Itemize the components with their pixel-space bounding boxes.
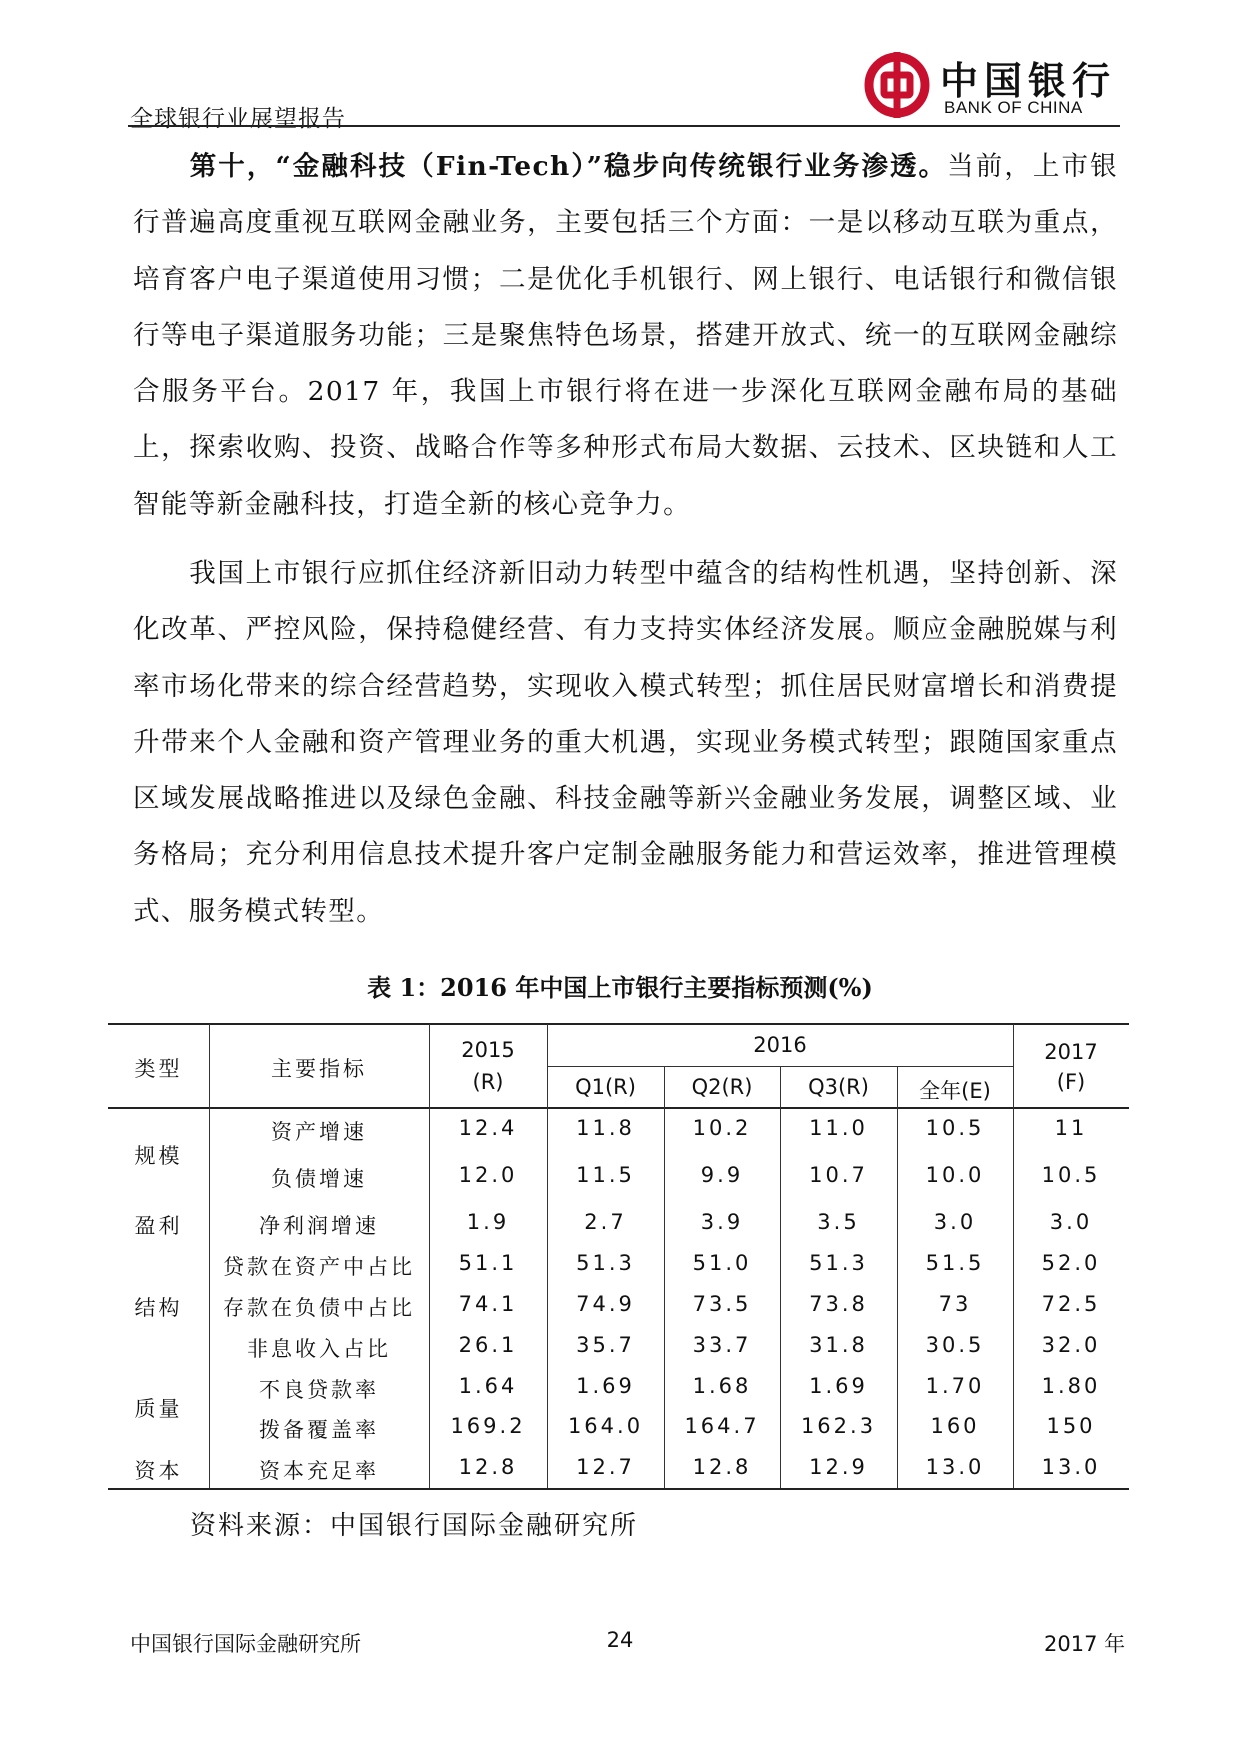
group-label-profit: 盈利 (134, 1214, 183, 1238)
row-value-q3: 162.3 (800, 1414, 877, 1438)
group-label-capital: 资本 (134, 1459, 183, 1483)
row-value-q3: 12.9 (809, 1455, 868, 1479)
row-value-q2: 9.9 (700, 1163, 744, 1187)
row-value-q1: 11.8 (576, 1116, 635, 1140)
paragraph-strategy-text: 我国上市银行应抓住经济新旧动力转型中蕴含的结构性机遇，坚持创新、深化改革、严控风险，保持稳健经营、有力支持实体经济发展。顺应金融脱媒与利率市场化带来的综合经营趋势，实现收入模式转型；抓住居民财富增长和消费提升带来个人金融和资产管理业务的重大机遇，实现业务模式转型；跟随国家重点区域发展战略推进以及绿色金融、科技金融等新兴金融业务发展，调整区域、业务格局；充分利用信息技术提升客户定制金融服务能力和营运效率，推进管理模式、服务模式转型。 (133, 558, 1118, 927)
row-value-q3: 10.7 (809, 1163, 868, 1187)
footer-organization: 中国银行国际金融研究所 (130, 1632, 361, 1656)
group-label-structure: 结构 (134, 1296, 183, 1320)
row-value-q2: 51.0 (692, 1251, 752, 1275)
row-value-q3: 31.8 (809, 1333, 868, 1357)
row-value-q1: 164.0 (567, 1414, 644, 1438)
row-value-2015: 12.8 (458, 1455, 518, 1479)
table-caption: 表 1：2016 年中国上市银行主要指标预测(%) (367, 973, 873, 1002)
row-value-2017: 72.5 (1041, 1292, 1101, 1316)
row-value-q2: 12.8 (692, 1455, 752, 1479)
header-q2: Q2(R) (691, 1075, 753, 1099)
header-q1: Q1(R) (575, 1075, 636, 1099)
row-value-2017: 52.0 (1041, 1251, 1101, 1275)
row-value-2017: 3.0 (1049, 1210, 1093, 1234)
logo-chinese-name: 中国银行 (940, 58, 1117, 103)
row-value-q1: 2.7 (584, 1210, 627, 1234)
bank-of-china-emblem-icon (864, 52, 930, 118)
row-value-2015: 74.1 (458, 1292, 518, 1316)
logo-english-name: BANK OF CHINA (944, 98, 1083, 117)
row-value-full-year: 51.5 (925, 1251, 985, 1275)
table-header-bottom-rule (108, 1107, 1129, 1109)
row-indicator: 负债增速 (271, 1167, 367, 1191)
table-top-rule (108, 1023, 1129, 1025)
paragraph-fintech-text: 当前，上市银行普遍高度重视互联网金融业务，主要包括三个方面：一是以移动互联为重点，培育客户电子渠道使用习惯；二是优化手机银行、网上银行、电话银行和微信银行等电子渠道服务功能；三是聚焦特色场景，搭建开放式、统一的互联网金融综合服务平台。2017 年，我国上市银行将在进一步深化互联网金融布局的基础上，探索收购、投资、战略合作等多种形式布局大数据、云技术、区块链和人工智能等新金融科技，打造全新的核心竞争力。 (133, 151, 1118, 520)
row-value-q2: 1.68 (692, 1374, 752, 1398)
row-value-2015: 51.1 (458, 1251, 518, 1275)
row-value-q3: 11.0 (809, 1116, 868, 1140)
row-indicator: 资产增速 (271, 1120, 367, 1144)
header-divider (128, 125, 1120, 127)
row-value-q1: 1.69 (576, 1374, 635, 1398)
row-value-2015: 169.2 (450, 1414, 526, 1438)
header-2017: 2017 (1044, 1040, 1098, 1064)
row-indicator: 存款在负债中占比 (223, 1296, 415, 1320)
group-label-scale: 规模 (134, 1144, 183, 1168)
row-value-2017: 32.0 (1041, 1333, 1101, 1357)
header-2016: 2016 (753, 1033, 807, 1057)
row-indicator: 净利润增速 (259, 1214, 379, 1238)
row-value-2015: 12.4 (458, 1116, 518, 1140)
row-indicator: 非息收入占比 (247, 1337, 391, 1361)
row-value-q2: 164.7 (684, 1414, 760, 1438)
table-source-note: 资料来源：中国银行国际金融研究所 (190, 1511, 639, 1541)
row-value-q1: 74.9 (576, 1292, 635, 1316)
row-value-full-year: 73 (938, 1292, 972, 1316)
row-value-full-year: 30.5 (925, 1333, 985, 1357)
row-value-q1: 11.5 (576, 1163, 635, 1187)
group-label-quality: 质量 (134, 1397, 183, 1421)
header-type: 类型 (134, 1057, 183, 1081)
row-value-q1: 51.3 (576, 1251, 635, 1275)
row-value-q3: 1.69 (809, 1374, 868, 1398)
row-value-q1: 12.7 (576, 1455, 635, 1479)
row-value-full-year: 3.0 (933, 1210, 977, 1234)
row-value-2017: 150 (1046, 1414, 1096, 1438)
header-2017-sub: (F) (1056, 1070, 1086, 1094)
row-value-full-year: 13.0 (925, 1455, 985, 1479)
row-indicator: 不良贷款率 (259, 1378, 379, 1402)
row-value-q2: 3.9 (700, 1210, 744, 1234)
row-value-2015: 1.9 (466, 1210, 510, 1234)
row-value-q2: 73.5 (692, 1292, 752, 1316)
row-value-q3: 51.3 (809, 1251, 868, 1275)
row-value-q2: 10.2 (692, 1116, 752, 1140)
row-value-2017: 13.0 (1041, 1455, 1101, 1479)
paragraph-fintech (133, 139, 1118, 533)
paragraph-strategy (133, 546, 1118, 940)
row-indicator: 拨备覆盖率 (259, 1418, 379, 1442)
header-2015: 2015 (461, 1038, 515, 1062)
table-bottom-rule (108, 1488, 1129, 1490)
row-value-full-year: 10.5 (925, 1116, 985, 1140)
row-value-2017: 1.80 (1041, 1374, 1101, 1398)
row-value-2017: 11 (1054, 1116, 1088, 1140)
row-value-q3: 73.8 (809, 1292, 868, 1316)
page-number: 24 (606, 1628, 634, 1652)
header-indicator: 主要指标 (271, 1057, 367, 1081)
row-indicator: 资本充足率 (259, 1459, 379, 1483)
row-value-2017: 10.5 (1041, 1163, 1101, 1187)
paragraph-fintech-lead: 第十，“金融科技（Fin-Tech）”稳步向传统银行业务渗透。 (189, 151, 948, 182)
row-value-q1: 35.7 (576, 1333, 635, 1357)
report-title: 全球银行业展望报告 (130, 106, 346, 132)
row-value-full-year: 160 (930, 1414, 980, 1438)
bank-logo (864, 46, 1124, 124)
row-value-2015: 26.1 (458, 1333, 518, 1357)
header-2015-sub: (R) (472, 1070, 504, 1094)
header-full-year: 全年(E) (919, 1079, 991, 1103)
row-value-q2: 33.7 (692, 1333, 752, 1357)
row-value-2015: 12.0 (458, 1163, 518, 1187)
footer-year: 2017 年 (1044, 1632, 1126, 1656)
row-indicator: 贷款在资产中占比 (223, 1255, 415, 1279)
header-q3: Q3(R) (808, 1075, 869, 1099)
row-value-2015: 1.64 (458, 1374, 518, 1398)
row-value-q3: 3.5 (817, 1210, 860, 1234)
row-value-full-year: 10.0 (925, 1163, 985, 1187)
row-value-full-year: 1.70 (925, 1374, 985, 1398)
